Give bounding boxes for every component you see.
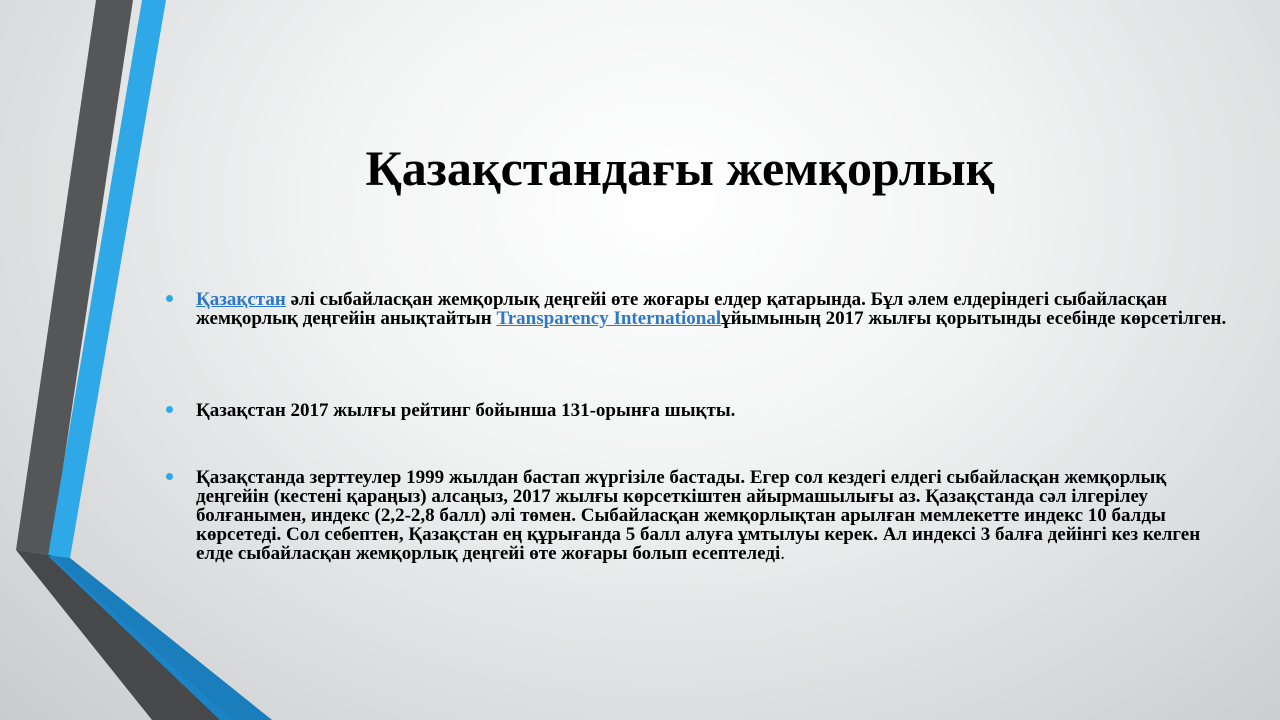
bullet-icon <box>166 295 173 302</box>
bullet-item-2 <box>166 401 1236 420</box>
link-kazakhstan[interactable]: Қазақстан <box>196 289 286 310</box>
slide-title: Қазақстандағы жемқорлық <box>365 140 995 196</box>
bullet-text-1b: ұйымының 2017 жылғы қорытынды есебінде көрсетілген. <box>721 308 1227 329</box>
bullet-text-2: Қазақстан 2017 жылғы рейтинг бойынша 131-орынға шықты. <box>196 400 736 421</box>
bullet-text-3-end: . <box>780 543 785 564</box>
bullet-text-1a: әлі сыбайласқан жемқорлық деңгейі өте жоғары елдер қатарында. Бұл әлем елдеріндегі сыбайласқан жемқорлық деңгейін анықтайтын <box>196 289 1168 329</box>
bullet-icon <box>166 406 173 413</box>
bullet-item-1 <box>166 290 1236 328</box>
bullet-text-3 <box>196 468 1236 563</box>
bullet-icon <box>166 473 173 480</box>
bullet-item-3 <box>166 468 1236 563</box>
link-transparency-international[interactable]: Transparency International <box>496 308 722 329</box>
bullet-text-1 <box>196 290 1236 328</box>
bullet-text-3a: Қазақстанда зерттеулер 1999 жылдан бастап жүргізіле бастады. Егер сол кездегі елдегі сыбайласқан жемқорлық деңгейін (кестені қараңыз) алсаңыз, 2017 жылғы көрсеткіштен айырмашылығы аз. Қазақстанда сәл ілгерілеу болғанымен, индекс (2,2-2,8 балл) әлі төмен. Сыбайласқан жемқорлықтан арылған мемлекетте индекс 10 балды көрсетеді. Сол себептен, Қазақстан ең құрығанда 5 балл алуға ұмтылуы керек. Ал индексі 3 балға дейінгі кез келген елде сыбайласқан жемқорлық деңгейі өте жоғары болып есептеледі <box>196 467 1201 564</box>
